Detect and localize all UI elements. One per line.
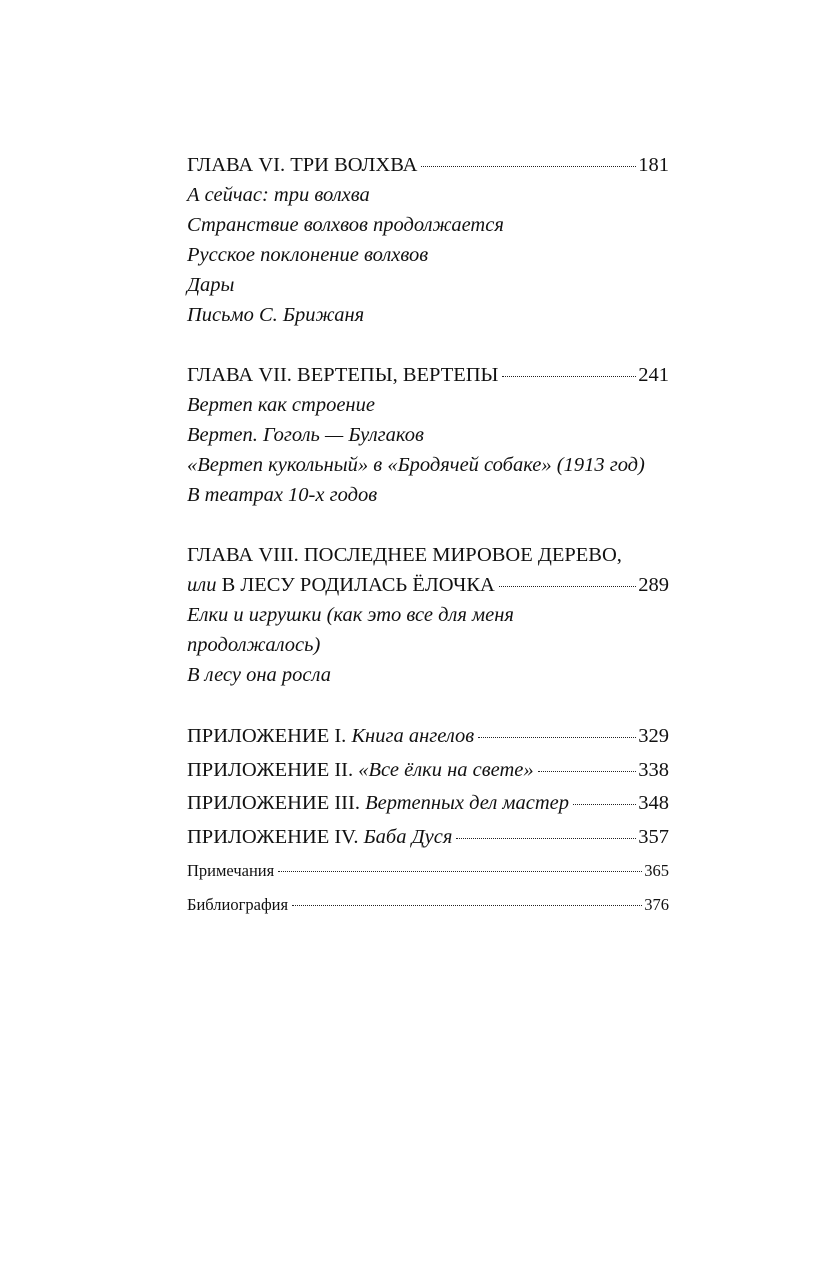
chapter-8-title-line-1[interactable]: ГЛАВА VIII. ПОСЛЕДНЕЕ МИРОВОЕ ДЕРЕВО, bbox=[187, 544, 622, 566]
dot-leader bbox=[456, 838, 636, 839]
appendix-label: ПРИЛОЖЕНИЕ I. bbox=[187, 725, 352, 747]
dot-leader bbox=[278, 871, 642, 872]
appendix-name: Вертепных дел мастер bbox=[365, 792, 569, 814]
chapter-6-title: ГЛАВА VI. ТРИ ВОЛХВА bbox=[187, 154, 418, 176]
appendix-1-title bbox=[187, 720, 474, 754]
dot-leader bbox=[499, 586, 636, 587]
appendices-section bbox=[187, 720, 669, 921]
chapter-7-section bbox=[187, 360, 669, 510]
appendix-2-page: 338 bbox=[638, 758, 669, 781]
dot-leader bbox=[421, 166, 636, 167]
chapter-8-entry[interactable] bbox=[187, 570, 669, 600]
appendix-4-page: 357 bbox=[638, 825, 669, 848]
appendix-3-page: 348 bbox=[638, 792, 669, 814]
appendix-3-title bbox=[187, 787, 569, 821]
appendix-name: Книга ангелов bbox=[351, 725, 475, 747]
chapter-6-section bbox=[187, 150, 669, 330]
dot-leader bbox=[292, 905, 642, 906]
chapter-7-subitem: «Вертеп кукольный» в «Бродячей собаке» (1913 год) bbox=[187, 454, 645, 476]
dot-leader bbox=[538, 771, 637, 772]
chapter-8-page: 289 bbox=[638, 574, 669, 596]
appendix-4-entry[interactable] bbox=[187, 821, 669, 855]
notes-page: 365 bbox=[644, 861, 669, 880]
chapter-7-subitem: Вертеп как строение bbox=[187, 394, 375, 416]
chapter-8-title-line-2 bbox=[187, 570, 495, 600]
notes-label: Примечания bbox=[187, 861, 275, 880]
dot-leader bbox=[573, 804, 636, 805]
dot-leader bbox=[478, 737, 636, 738]
table-of-contents bbox=[187, 150, 669, 921]
notes-entry[interactable] bbox=[187, 854, 669, 888]
appendix-3-entry[interactable] bbox=[187, 787, 669, 821]
chapter-6-subitem: Письмо С. Брижаня bbox=[187, 304, 365, 326]
chapter-6-subitem: Дары bbox=[187, 274, 235, 296]
chapter-7-subitem: Вертеп. Гоголь — Булгаков bbox=[187, 424, 424, 446]
chapter-7-page: 241 bbox=[638, 364, 669, 386]
chapter-6-page: 181 bbox=[638, 154, 669, 176]
chapter-6-entry[interactable] bbox=[187, 150, 669, 180]
chapter-8-subitem: продолжалось) bbox=[187, 634, 321, 656]
chapter-8-subitem: Елки и игрушки (как это все для меня bbox=[187, 604, 514, 626]
chapter-8-italic-or: или bbox=[187, 574, 217, 596]
appendix-2-entry[interactable] bbox=[187, 754, 669, 788]
bibliography-label: Библиография bbox=[187, 894, 289, 914]
chapter-8-section bbox=[187, 540, 669, 690]
bibliography-page: 376 bbox=[644, 894, 669, 914]
appendix-4-title bbox=[187, 821, 452, 855]
bibliography-entry[interactable] bbox=[187, 888, 669, 922]
chapter-8-subitem: В лесу она росла bbox=[187, 664, 331, 686]
appendix-name: Баба Дуся bbox=[363, 825, 453, 848]
chapter-7-title: ГЛАВА VII. ВЕРТЕПЫ, ВЕРТЕПЫ bbox=[187, 364, 499, 386]
appendix-label: ПРИЛОЖЕНИЕ IV. bbox=[187, 825, 364, 848]
chapter-8-title-rest: В ЛЕСУ РОДИЛАСЬ ЁЛОЧКА bbox=[216, 574, 495, 596]
chapter-7-subitem: В театрах 10-х годов bbox=[187, 484, 378, 506]
appendix-label: ПРИЛОЖЕНИЕ II. bbox=[187, 758, 359, 781]
chapter-6-subitem: Странствие волхвов продолжается bbox=[187, 214, 504, 236]
chapter-6-subitem: А сейчас: три волхва bbox=[187, 184, 370, 206]
chapter-6-subitem: Русское поклонение волхвов bbox=[187, 244, 429, 266]
appendix-name: «Все ёлки на свете» bbox=[358, 758, 534, 781]
appendix-1-entry[interactable] bbox=[187, 720, 669, 754]
dot-leader bbox=[502, 376, 636, 377]
appendix-label: ПРИЛОЖЕНИЕ III. bbox=[187, 792, 366, 814]
appendix-2-title bbox=[187, 754, 534, 788]
appendix-1-page: 329 bbox=[638, 725, 669, 747]
chapter-7-entry[interactable] bbox=[187, 360, 669, 390]
